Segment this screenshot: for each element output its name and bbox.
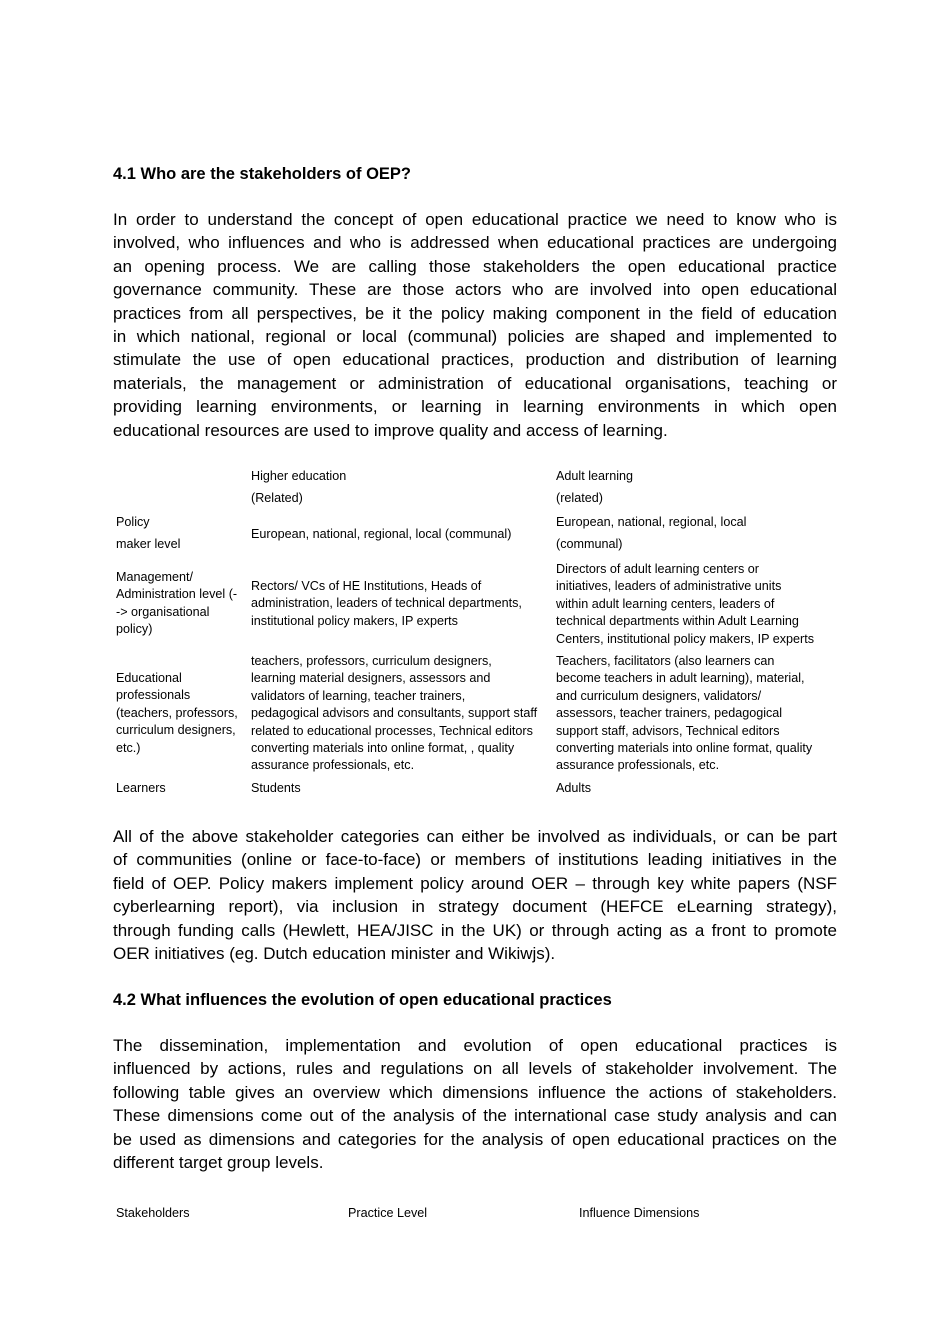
educational-adult-learning: Teachers, facilitators (also learners can become teachers in adult learning), material, and curriculum designers, validators/ assessors, teacher trainers, pedagogical support staff, advisors, Technical editors converting materials into online format, quality assurance professionals, etc. (556, 654, 813, 773)
paragraph-line: stimulate the use of open educational practices, production and distribution of learning (113, 350, 837, 370)
paragraph-line: of communities (online or face-to-face) or members of institutions leading initiatives in the (113, 850, 837, 870)
paragraph-line: involved, who influences and who is addressed when educational practices are undergoing (113, 233, 837, 253)
paragraph-line: be used as dimensions and categories for the analysis of open educational practices on the (113, 1129, 837, 1149)
paragraph-line: The dissemination, implementation and evolution of open educational practices is (113, 1036, 837, 1055)
paragraph-line: These dimensions come out of the analysis of the international case study analysis and can (113, 1106, 837, 1126)
paragraph-line: through funding calls (Hewlett, HEA/JISC in the UK) or through acting as a front to promote (113, 920, 837, 940)
paragraph-line: influenced by actions, rules and regulations on all levels of stakeholder involvement. The (113, 1059, 837, 1079)
paragraph-line: materials, the management or administration of educational organisations, teaching or (113, 373, 837, 393)
educational-higher-education: teachers, professors, curriculum designers, learning material designers, assessors and validators of learning, teacher trainers, pedagogical advisors and consultants, support staff related to educational processes, Technical editors converting materials into online format, , quality assurance professionals, etc. (251, 654, 538, 773)
paragraph-line: All of the above stakeholder categories can either be involved as individuals, or can be part (113, 827, 837, 846)
learners-higher-education: Students (251, 781, 301, 795)
table2-header-influence-dimensions: Influence Dimensions (579, 1206, 700, 1220)
paragraph-line: OER initiatives (eg. Dutch education minister and Wikiwjs). (113, 943, 556, 963)
paragraph-line: providing learning environments, or learning in learning environments in which open (113, 397, 837, 417)
influences-paragraph (113, 1034, 837, 1174)
paragraph-line: field of OEP. Policy makers implement policy around OER – through key white papers (NSF (113, 873, 837, 893)
paragraph-line: different target group levels. (113, 1152, 324, 1172)
row-label-learners: Learners (116, 781, 166, 795)
table2-header-practice-level: Practice Level (348, 1206, 428, 1220)
paragraph-line: educational resources are used to improve quality and access of learning. (113, 420, 668, 440)
paragraph-line: an opening process. We are calling those stakeholders the open educational practice (113, 256, 837, 276)
table2-header-stakeholders: Stakeholders (116, 1206, 190, 1220)
section-heading-4-2: 4.2 What influences the evolution of open educational practices (113, 991, 612, 1009)
paragraph-line: In order to understand the concept of open educational practice we need to know who is (113, 210, 837, 229)
paragraph-line: governance community. These are those actors who are involved into open educational (113, 280, 837, 300)
policy-adult-learning: European, national, regional, local (communal) (556, 515, 747, 551)
table-header-higher-education: Higher education (Related) (251, 469, 347, 505)
stakeholder-categories-paragraph (113, 825, 837, 965)
stakeholder-table (113, 468, 837, 808)
management-higher-education: Rectors/ VCs of HE Institutions, Heads of administration, leaders of technical departments, institutional policy makers, IP experts (251, 579, 522, 628)
paragraph-line: following table gives an overview which dimensions influence the actions of stakeholders. (113, 1082, 837, 1102)
policy-higher-education: European, national, regional, local (communal) (251, 527, 512, 541)
intro-paragraph (113, 208, 837, 442)
learners-adult-learning: Adults (556, 781, 592, 795)
paragraph-line: cyberlearning report), via inclusion in strategy document (HEFCE eLearning strategy), (113, 897, 837, 917)
row-label-management: Management/ Administration level (- -> organisational policy) (116, 570, 238, 637)
paragraph-line: practices from all perspectives, be it the policy making component in the field of education (113, 303, 837, 323)
row-label-educational-professionals: Educational professionals (teachers, professors, curriculum designers, etc.) (116, 671, 238, 755)
management-adult-learning: Directors of adult learning centers or initiatives, leaders of administrative units within adult learning centers, leaders of technical departments within Adult Learning Centers, institutional policy makers, IP experts (556, 562, 815, 646)
section-heading-4-1: 4.1 Who are the stakeholders of OEP? (113, 165, 411, 183)
row-label-policy: Policy maker level (116, 515, 181, 551)
table-header-adult-learning: Adult learning (related) (556, 469, 634, 505)
paragraph-line: in which national, regional or local (communal) policies are shaped and implemented to (113, 326, 837, 346)
